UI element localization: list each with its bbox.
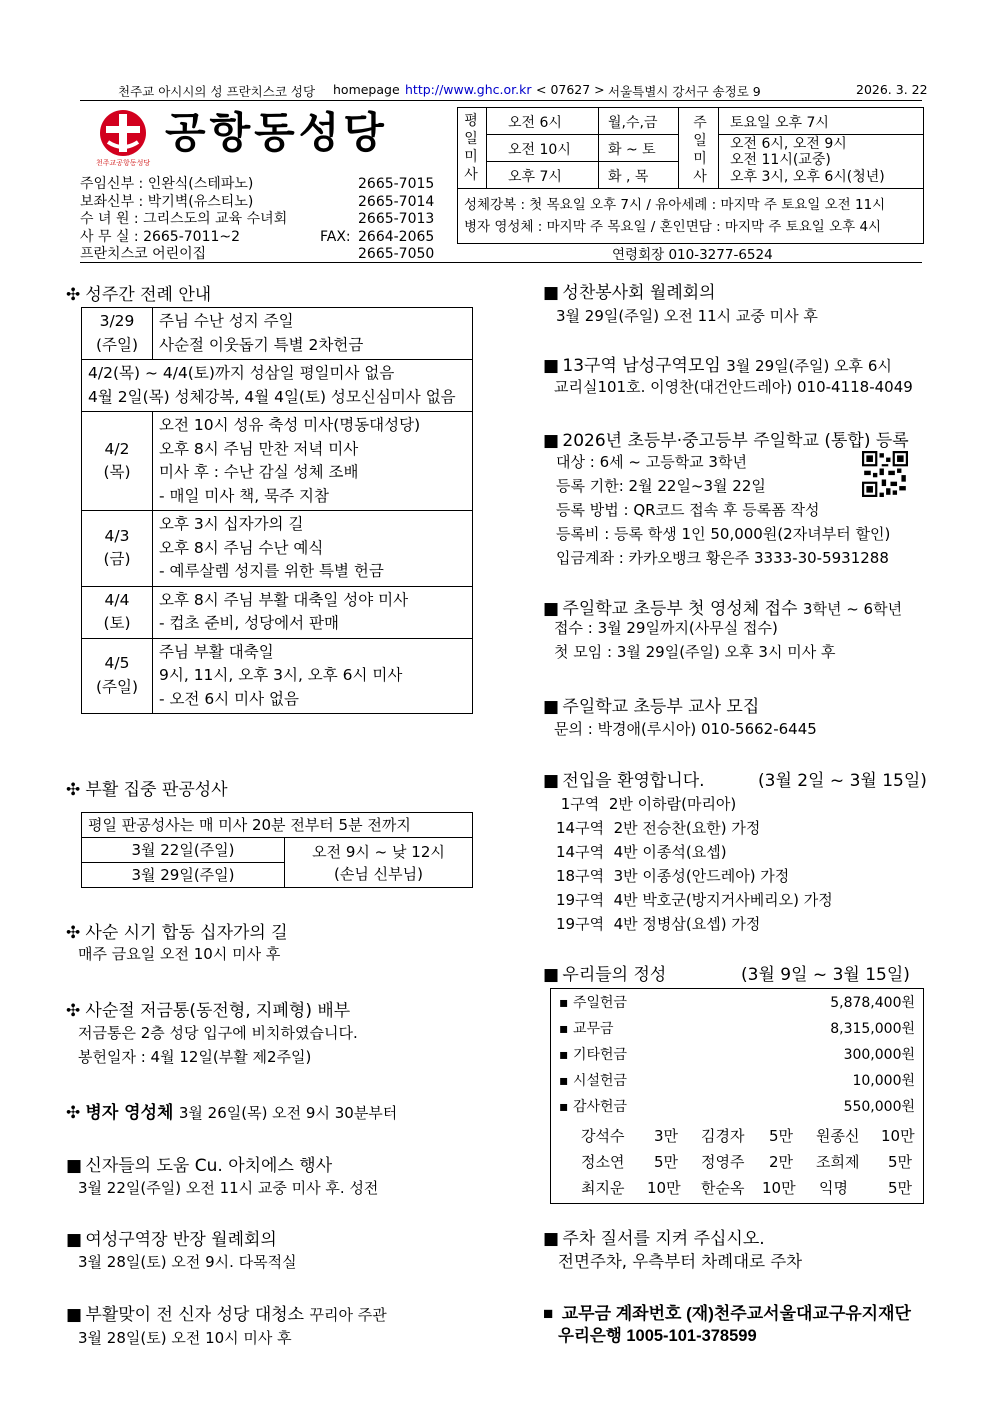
- sacrament-info-1: 성체강복 : 첫 목요일 오후 7시 / 유아세례 : 마지막 주 토요일 오전 11시: [464, 197, 886, 213]
- square-bullet-icon: ■: [543, 965, 560, 985]
- table-row: 3월 29일(주일): [82, 863, 473, 888]
- newcomer-item: 14구역 2반 전승찬(요한) 가정: [556, 819, 761, 837]
- offering-row: ▪ 시설헌금 10,000원: [559, 1073, 915, 1089]
- page-title: 공항동성당: [165, 108, 388, 157]
- square-bullet-icon: ■: [543, 599, 560, 619]
- section-confession: ✣ 부활 집중 판공성사: [66, 780, 228, 800]
- square-bullet-icon: ■: [66, 1305, 83, 1325]
- section-women-meeting: ■ 여성구역장 반장 월례회의: [66, 1230, 277, 1250]
- diamond-cross-icon: ✣: [66, 1103, 81, 1123]
- sunday-mass-label: 주 일 미 사: [693, 115, 707, 185]
- sunday-mass-1: 오전 6시, 오전 9시: [730, 136, 847, 152]
- sunday-school-line: 대상 : 6세 ~ 고등학교 3학년: [556, 453, 747, 471]
- square-bullet-icon: ■: [543, 1229, 560, 1249]
- square-bullet-icon: ■: [543, 771, 560, 791]
- section-eucharist-meeting: ■ 성찬봉사회 월례회의: [543, 283, 716, 303]
- donor-amount: 10만: [762, 1179, 796, 1197]
- address: 서울특별시 강서구 송정로 9: [608, 84, 761, 99]
- diamond-cross-icon: ✣: [66, 1001, 81, 1021]
- newcomer-item: 1구역 2반 이하람(마리아): [556, 795, 737, 813]
- diamond-cross-icon: ✣: [66, 285, 81, 305]
- account-number: 우리은행 1005-101-378599: [558, 1327, 757, 1345]
- newcomer-item: 19구역 4반 박호군(방지거사베리오) 가정: [556, 891, 833, 909]
- parking-body: 전면주차, 우측부터 차례대로 주차: [558, 1252, 803, 1271]
- square-bullet-icon: ■: [543, 356, 560, 376]
- savings-body-1: 저금통은 2층 성당 입구에 비치하였습니다.: [78, 1024, 358, 1042]
- parish-logo-icon: [98, 108, 148, 158]
- acies-body: 3월 22일(주일) 오전 11시 교중 미사 후. 성전: [78, 1179, 379, 1197]
- table-row: 4/5 (주일) 주님 부활 대축일 9시, 11시, 오후 3시, 오후 6시 미사 - 오전 6시 미사 없음: [82, 638, 473, 714]
- section-sunday-school: ■ 2026년 초등부·중고등부 주일학교 (통합) 등록: [543, 431, 909, 451]
- eucharist-meeting-body: 3월 29일(주일) 오전 11시 교중 미사 후: [556, 307, 818, 325]
- offerings-box: [550, 988, 924, 1204]
- donor-name: 원종신: [816, 1127, 860, 1145]
- parish-name: 천주교 아시시의 성 프란치스코 성당: [118, 84, 316, 99]
- sunday-eve-mass: 토요일 오후 7시: [730, 115, 829, 131]
- sunday-mass-3: 오후 3시, 오후 6시(청년): [730, 169, 885, 185]
- staff-row: 사 무 실 : 2665-7011~2 FAX: 2664-2065: [80, 228, 435, 245]
- section-account: ■ 교무금 계좌번호 (재)천주교서울대교구유지재단: [543, 1304, 911, 1323]
- newcomer-item: 19구역 4반 정병삼(요셉) 가정: [556, 915, 761, 933]
- donor-amount: 5만: [888, 1153, 913, 1171]
- logo-caption: 천주교공항동성당: [96, 159, 151, 167]
- square-bullet-icon: ■: [66, 1156, 83, 1176]
- section-holyweek: ✣ 성주간 전례 안내: [66, 285, 212, 305]
- weekday-time: 오전 6시: [508, 115, 562, 131]
- donor-name: 한순옥: [701, 1179, 745, 1197]
- donor-name: 김경자: [701, 1127, 745, 1145]
- staff-row: 보좌신부 : 박기벽(유스티노) 2665-7014: [80, 193, 435, 210]
- table-row: 3/29 (주일) 주님 수난 성지 주일 사순절 이웃돕기 특별 2차헌금: [82, 308, 473, 360]
- donor-amount: 5만: [769, 1127, 794, 1145]
- sunday-mass-2: 오전 11시(교중): [730, 152, 831, 168]
- staff-row: 수 녀 원 : 그리스도의 교육 수녀회 2665-7013: [80, 211, 435, 227]
- donor-name: 정영주: [701, 1153, 745, 1171]
- teacher-recruit-body: 문의 : 박경애(루시아) 010-5662-6445: [554, 720, 817, 738]
- diamond-cross-icon: ✣: [66, 780, 81, 800]
- diamond-cross-icon: ✣: [66, 923, 81, 943]
- table-row: 4/2 (목) 오전 10시 성유 축성 미사(명동대성당) 오후 8시 주님 만찬 저녁 미사 미사 후 : 수난 감실 성체 조배 - 매일 미사 책, 묵주 지참: [82, 412, 473, 511]
- holyweek-table: [81, 307, 473, 714]
- first-communion-line: 접수 : 3월 29일까지(사무실 접수): [554, 619, 778, 637]
- sacrament-info-2: 병자 영성체 : 마지막 주 목요일 / 혼인면담 : 마지막 주 토요일 오후 4시: [464, 219, 882, 235]
- homepage-label: homepage: [333, 82, 400, 97]
- table-row: 4/2(목) ~ 4/4(토)까지 성삼일 평일미사 없음 4월 2일(목) 성체강복, 4월 4일(토) 성모신심미사 없음: [82, 360, 473, 412]
- section-offerings: ■ 우리들의 정성 (3월 9일 ~ 3월 15일): [543, 965, 910, 985]
- cleaning-body: 3월 28일(토) 오전 10시 미사 후: [78, 1329, 292, 1347]
- weekday-time: 오후 7시: [508, 169, 562, 185]
- section-cleaning: ■ 부활맞이 전 신자 성당 대청소 꾸리아 주관: [66, 1305, 387, 1325]
- weekday-days: 화 ~ 토: [608, 142, 656, 158]
- sunday-school-line: 입금계좌 : 카카오뱅크 황은주 3333-30-5931288: [556, 549, 889, 567]
- section-welcome: ■ 전입을 환영합니다. (3월 2일 ~ 3월 15일): [543, 771, 927, 791]
- donor-amount: 10만: [647, 1179, 681, 1197]
- section-stations: ✣ 사순 시기 합동 십자가의 길: [66, 923, 288, 943]
- women-meeting-body: 3월 28일(토) 오전 9시. 다목적실: [78, 1253, 297, 1271]
- savings-body-2: 봉헌일자 : 4월 12일(부활 제2주일): [78, 1048, 312, 1066]
- funeral-chair: 연령회장 010-3277-6524: [612, 247, 773, 263]
- weekday-days: 월,수,금: [608, 115, 658, 131]
- section-savings-box: ✣ 사순절 저금통(동전형, 지폐형) 배부: [66, 1001, 351, 1021]
- section-district13: ■ 13구역 남성구역모임 3월 29일(주일) 오후 6시: [543, 356, 892, 376]
- confession-table: [81, 812, 473, 888]
- donor-amount: 10만: [881, 1127, 915, 1145]
- square-bullet-icon: ■: [543, 283, 560, 303]
- section-sick-communion: ✣ 병자 영성체 3월 26일(목) 오전 9시 30분부터: [66, 1103, 398, 1123]
- table-row: 3월 22일(주일) 오전 9시 ~ 낮 12시 (손님 신부님): [82, 838, 473, 863]
- donor-amount: 2만: [769, 1153, 794, 1171]
- section-teacher-recruit: ■ 주일학교 초등부 교사 모집: [543, 697, 760, 717]
- donor-amount: 5만: [654, 1153, 679, 1171]
- postcode: < 07627 >: [536, 82, 605, 97]
- square-bullet-icon: ■: [543, 1304, 554, 1323]
- sunday-school-line: 등록 기한: 2월 22일~3월 22일: [556, 477, 766, 495]
- weekday-days: 화 , 목: [608, 169, 649, 185]
- donor-name: 정소연: [581, 1153, 625, 1171]
- staff-row: 주임신부 : 인완식(스테파노) 2665-7015: [80, 176, 435, 192]
- offering-row: ▪ 감사헌금 550,000원: [559, 1099, 915, 1115]
- first-communion-line: 첫 모임 : 3월 29일(주일) 오후 3시 미사 후: [554, 643, 836, 661]
- sunday-school-line: 등록 방법 : QR코드 접속 후 등록폼 작성: [556, 501, 820, 519]
- square-bullet-icon: ■: [543, 431, 560, 451]
- offering-row: ▪ 주일헌금 5,878,400원: [559, 995, 915, 1011]
- table-row: 4/4 (토) 오후 8시 주님 부활 대축일 성야 미사 - 컵초 준비, 성당에서 판매: [82, 586, 473, 638]
- qr-code-icon[interactable]: [862, 451, 908, 497]
- square-bullet-icon: ■: [543, 697, 560, 717]
- donor-amount: 5만: [888, 1179, 913, 1197]
- sunday-school-line: 등록비 : 등록 학생 1인 50,000원(2자녀부터 할인): [556, 525, 891, 543]
- newcomer-item: 14구역 4반 이종석(요셉): [556, 843, 727, 861]
- stations-body: 매주 금요일 오전 10시 미사 후: [78, 945, 281, 963]
- section-acies: ■ 신자들의 도움 Cu. 아치에스 행사: [66, 1156, 333, 1176]
- mass-schedule: [457, 107, 924, 244]
- section-first-communion: ■ 주일학교 초등부 첫 영성체 접수 3학년 ~ 6학년: [543, 599, 903, 619]
- square-bullet-icon: ■: [66, 1230, 83, 1250]
- donor-name: 익명: [819, 1179, 848, 1197]
- donor-name: 최지운: [581, 1179, 625, 1197]
- header-rule: [80, 262, 922, 263]
- offering-row: ▪ 기타헌금 300,000원: [559, 1047, 915, 1063]
- staff-list: [80, 176, 435, 264]
- donor-name: 강석수: [581, 1127, 625, 1145]
- issue-date: 2026. 3. 22: [856, 82, 928, 97]
- donor-amount: 3만: [654, 1127, 679, 1145]
- weekday-time: 오전 10시: [508, 142, 571, 158]
- district13-body: 교리실101호. 이영찬(대건안드레아) 010-4118-4049: [554, 378, 913, 396]
- weekday-mass-label: 평 일 미 사: [464, 113, 478, 183]
- staff-row: 프란치스코 어린이집 2665-7050: [80, 246, 435, 262]
- homepage-link[interactable]: http://www.ghc.or.kr: [405, 82, 532, 97]
- offering-row: ▪ 교무금 8,315,000원: [559, 1021, 915, 1037]
- section-parking: ■ 주차 질서를 지켜 주십시오.: [543, 1229, 765, 1249]
- newcomer-item: 18구역 3반 이종성(안드레아) 가정: [556, 867, 790, 885]
- table-row: 평일 판공성사는 매 미사 20분 전부터 5분 전까지: [82, 813, 473, 838]
- table-row: 4/3 (금) 오후 3시 십자가의 길 오후 8시 주님 수난 예식 - 예루살렘 성지를 위한 특별 헌금: [82, 511, 473, 587]
- donor-name: 조희제: [816, 1153, 860, 1171]
